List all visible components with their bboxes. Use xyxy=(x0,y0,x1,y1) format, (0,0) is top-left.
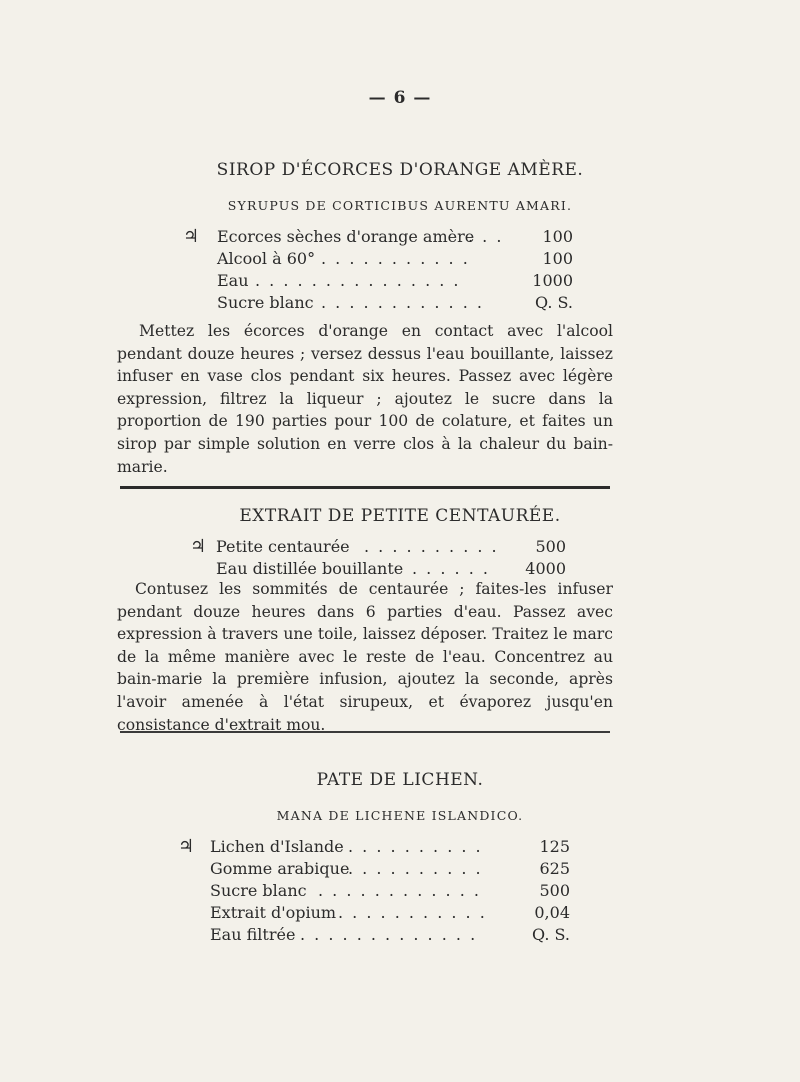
section-divider xyxy=(120,486,610,489)
ingredient-quantity: 0,04 xyxy=(534,903,570,922)
ingredient-row xyxy=(178,880,570,902)
leader-dots: . . . . . . . . . . . . . . . xyxy=(255,271,461,290)
section-title-extrait: EXTRAIT DE PETITE CENTAURÉE. xyxy=(239,506,561,526)
ingredient-name: Lichen d'Islande xyxy=(210,837,344,856)
ingredient-list-extrait xyxy=(190,536,566,580)
ingredient-row xyxy=(190,558,566,580)
ingredient-name: Extrait d'opium xyxy=(210,903,337,922)
ingredient-quantity: 625 xyxy=(539,859,570,878)
ingredient-row xyxy=(183,248,573,270)
leader-dots: . . . . . . . . . . xyxy=(348,837,483,856)
instructions-paragraph-extrait: Contusez les sommités de centaurée ; faites-les infuser pendant douze heures dans 6 parties d'eau. Passez avec expression à travers une toile, laissez déposer. Traitez le marc de la même manière avec le reste de l'eau. Concentrez au bain-marie la première infusion, ajoutez la seconde, après l'avoir amenée à l'état sirupeux, et évaporez jusqu'en consistance d'extrait mou. xyxy=(117,580,613,734)
ingredient-quantity: 1000 xyxy=(532,271,573,290)
leader-dots: . . . . . . xyxy=(412,559,490,578)
ingredient-name: Gomme arabique xyxy=(210,859,350,878)
ingredient-row xyxy=(178,858,570,880)
leader-dots: . . . . . . . . . . . . . xyxy=(300,925,478,944)
ingredient-row xyxy=(178,836,570,858)
ingredient-list-sirop xyxy=(183,226,573,314)
ingredient-name: Eau distillée bouillante xyxy=(216,559,404,578)
recipe-symbol-icon: ♃ xyxy=(183,226,200,247)
leader-dots: . . . . . . . . . . . xyxy=(321,249,470,268)
leader-dots: . . . . . . . . . . . . xyxy=(318,881,481,900)
leader-dots: . . . xyxy=(468,227,504,246)
instructions-paragraph-sirop: Mettez les écorces d'orange en contact avec l'alcool pendant douze heures ; versez dessus l'eau bouillante, laissez infuser en vase clos pendant six heures. Passez avec légère expression, filtrez la liqueur ; ajoutez le sucre dans la proportion de 190 parties pour 100 de colature, et faites un sirop par simple solution en verre clos à la chaleur du bain-marie. xyxy=(117,322,613,476)
ingredient-quantity: 4000 xyxy=(525,559,566,578)
recipe-symbol-icon: ♃ xyxy=(178,836,195,857)
section-divider xyxy=(120,731,610,733)
ingredient-name: Sucre blanc xyxy=(217,293,314,312)
ingredient-quantity: 125 xyxy=(539,837,570,856)
leader-dots: . . . . . . . . . . xyxy=(364,537,499,556)
section-title-sirop: SIROP D'ÉCORCES D'ORANGE AMÈRE. xyxy=(216,160,584,180)
ingredient-row xyxy=(178,924,570,946)
ingredient-row xyxy=(183,226,573,248)
ingredient-name: Petite centaurée xyxy=(216,537,350,556)
ingredient-row xyxy=(190,536,566,558)
recipe-symbol-icon: ♃ xyxy=(190,536,207,557)
section-title-pate: PATE DE LICHEN. xyxy=(316,770,484,790)
section-subtitle-pate: MANA DE LICHENE ISLANDICO. xyxy=(276,808,524,823)
ingredient-list-pate xyxy=(178,836,570,946)
ingredient-name: Eau filtrée xyxy=(210,925,296,944)
ingredient-name: Alcool à 60° xyxy=(217,249,316,268)
ingredient-name: Eau xyxy=(217,271,249,290)
ingredient-quantity: 100 xyxy=(542,227,573,246)
leader-dots: . . . . . . . . . . . xyxy=(338,903,487,922)
leader-dots: . . . . . . . . . . xyxy=(348,859,483,878)
ingredient-row xyxy=(183,292,573,314)
ingredient-quantity: 500 xyxy=(535,537,566,556)
ingredient-quantity: 100 xyxy=(542,249,573,268)
section-subtitle-sirop: SYRUPUS DE CORTICIBUS AURENTU AMARI. xyxy=(227,198,573,213)
ingredient-name: Sucre blanc xyxy=(210,881,307,900)
ingredient-quantity: 500 xyxy=(539,881,570,900)
ingredient-quantity: Q. S. xyxy=(535,293,573,312)
page-number: — 6 — xyxy=(368,88,432,108)
leader-dots: . . . . . . . . . . . . xyxy=(321,293,484,312)
ingredient-row xyxy=(183,270,573,292)
ingredient-name: Ecorces sèches d'orange amère xyxy=(217,227,475,246)
ingredient-quantity: Q. S. xyxy=(532,925,570,944)
ingredient-row xyxy=(178,902,570,924)
